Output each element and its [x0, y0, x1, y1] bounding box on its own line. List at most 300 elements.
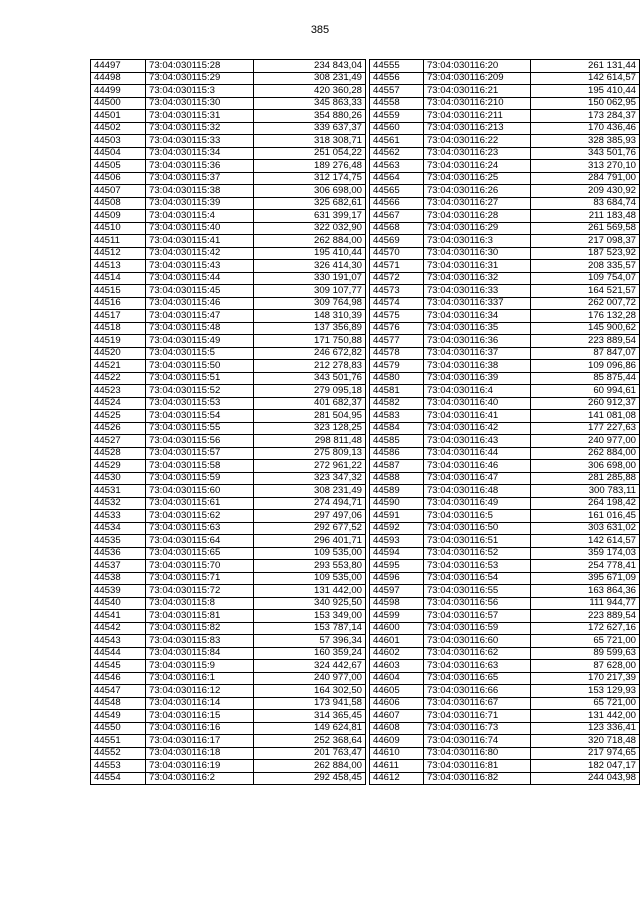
cadastral-number-cell: 73:04:030115:37 — [146, 172, 254, 185]
table-row — [370, 160, 640, 173]
cadastral-value-cell: 85 875,44 — [530, 372, 639, 385]
row-number-cell: 44564 — [370, 172, 424, 185]
table-row — [370, 522, 640, 535]
table-row — [370, 460, 640, 473]
row-number-cell: 44536 — [91, 547, 146, 560]
cadastral-value-cell: 262 884,00 — [530, 447, 639, 460]
row-number-cell: 44558 — [370, 97, 424, 110]
cadastral-value-cell: 189 276,48 — [254, 160, 366, 173]
cadastral-number-cell: 73:04:030116:210 — [423, 97, 530, 110]
row-number-cell: 44513 — [91, 260, 146, 273]
row-number-cell: 44524 — [91, 397, 146, 410]
row-number-cell: 44595 — [370, 560, 424, 573]
row-number-cell: 44545 — [91, 660, 146, 673]
table-row — [91, 585, 366, 598]
table-row — [370, 672, 640, 685]
cadastral-value-cell: 340 925,50 — [254, 597, 366, 610]
cadastral-number-cell: 73:04:030115:28 — [146, 60, 254, 73]
cadastral-value-cell: 223 889,54 — [530, 610, 639, 623]
row-number-cell: 44568 — [370, 222, 424, 235]
table-row — [370, 447, 640, 460]
row-number-cell: 44578 — [370, 347, 424, 360]
page-number: 385 — [310, 24, 330, 36]
cadastral-number-cell: 73:04:030115:82 — [146, 622, 254, 635]
row-number-cell: 44535 — [91, 535, 146, 548]
cadastral-value-cell: 261 131,44 — [530, 60, 639, 73]
row-number-cell: 44574 — [370, 297, 424, 310]
row-number-cell: 44566 — [370, 197, 424, 210]
row-number-cell: 44517 — [91, 310, 146, 323]
row-number-cell: 44507 — [91, 185, 146, 198]
cadastral-value-cell: 208 335,57 — [530, 260, 639, 273]
table-row — [370, 697, 640, 710]
cadastral-value-cell: 314 365,45 — [254, 710, 366, 723]
cadastral-value-cell: 173 284,37 — [530, 110, 639, 123]
cadastral-number-cell: 73:04:030116:59 — [423, 622, 530, 635]
row-number-cell: 44520 — [91, 347, 146, 360]
row-number-cell: 44573 — [370, 285, 424, 298]
table-row — [370, 147, 640, 160]
cadastral-value-cell: 313 270,10 — [530, 160, 639, 173]
row-number-cell: 44581 — [370, 385, 424, 398]
table-row — [370, 560, 640, 573]
row-number-cell: 44553 — [91, 760, 146, 773]
table-row — [370, 397, 640, 410]
row-number-cell: 44606 — [370, 697, 424, 710]
table-row — [91, 635, 366, 648]
table-row — [91, 85, 366, 98]
table-row — [370, 210, 640, 223]
cadastral-value-cell: 343 501,76 — [254, 372, 366, 385]
cadastral-value-cell: 209 430,92 — [530, 185, 639, 198]
table-row — [370, 722, 640, 735]
table-row — [91, 760, 366, 773]
table-row — [91, 385, 366, 398]
table-row — [91, 360, 366, 373]
cadastral-number-cell: 73:04:030115:3 — [146, 85, 254, 98]
table-row — [91, 197, 366, 210]
cadastral-number-cell: 73:04:030116:36 — [423, 335, 530, 348]
cadastral-value-cell: 153 349,00 — [254, 610, 366, 623]
table-row — [91, 497, 366, 510]
table-row — [91, 510, 366, 523]
cadastral-value-cell: 300 783,11 — [530, 485, 639, 498]
cadastral-value-cell: 309 107,77 — [254, 285, 366, 298]
table-row — [370, 347, 640, 360]
row-number-cell: 44610 — [370, 747, 424, 760]
cadastral-value-cell: 109 535,00 — [254, 547, 366, 560]
table-row — [370, 235, 640, 248]
cadastral-number-cell: 73:04:030116:27 — [423, 197, 530, 210]
row-number-cell: 44525 — [91, 410, 146, 423]
row-number-cell: 44600 — [370, 622, 424, 635]
cadastral-value-cell: 325 682,61 — [254, 197, 366, 210]
table-row — [370, 410, 640, 423]
cadastral-value-cell: 320 718,48 — [530, 735, 639, 748]
row-number-cell: 44561 — [370, 135, 424, 148]
cadastral-value-cell: 309 764,98 — [254, 297, 366, 310]
cadastral-value-cell: 161 016,45 — [530, 510, 639, 523]
table-row — [370, 535, 640, 548]
row-number-cell: 44502 — [91, 122, 146, 135]
cadastral-number-cell: 73:04:030116:57 — [423, 610, 530, 623]
row-number-cell: 44596 — [370, 572, 424, 585]
table-row — [91, 372, 366, 385]
table-row — [91, 110, 366, 123]
cadastral-number-cell: 73:04:030116:18 — [146, 747, 254, 760]
cadastral-value-cell: 109 096,86 — [530, 360, 639, 373]
cadastral-value-cell: 234 843,04 — [254, 60, 366, 73]
cadastral-number-cell: 73:04:030115:62 — [146, 510, 254, 523]
row-number-cell: 44533 — [91, 510, 146, 523]
row-number-cell: 44587 — [370, 460, 424, 473]
cadastral-value-cell: 153 129,93 — [530, 685, 639, 698]
cadastral-value-cell: 87 628,00 — [530, 660, 639, 673]
cadastral-number-cell: 73:04:030115:5 — [146, 347, 254, 360]
cadastral-value-cell: 170 436,46 — [530, 122, 639, 135]
cadastral-number-cell: 73:04:030116:28 — [423, 210, 530, 223]
cadastral-value-cell: 171 750,88 — [254, 335, 366, 348]
cadastral-value-cell: 308 231,49 — [254, 72, 366, 85]
cadastral-value-cell: 262 884,00 — [254, 235, 366, 248]
cadastral-value-cell: 142 614,57 — [530, 535, 639, 548]
cadastral-value-cell: 240 977,00 — [254, 672, 366, 685]
cadastral-value-cell: 260 912,37 — [530, 397, 639, 410]
cadastral-value-cell: 240 977,00 — [530, 435, 639, 448]
cadastral-number-cell: 73:04:030116:25 — [423, 172, 530, 185]
cadastral-value-cell: 89 599,63 — [530, 647, 639, 660]
cadastral-number-cell: 73:04:030116:46 — [423, 460, 530, 473]
row-number-cell: 44579 — [370, 360, 424, 373]
cadastral-value-cell: 284 791,00 — [530, 172, 639, 185]
cadastral-number-cell: 73:04:030115:53 — [146, 397, 254, 410]
row-number-cell: 44598 — [370, 597, 424, 610]
table-row — [91, 572, 366, 585]
cadastral-number-cell: 73:04:030115:72 — [146, 585, 254, 598]
cadastral-value-cell: 60 994,61 — [530, 385, 639, 398]
cadastral-value-cell: 420 360,28 — [254, 85, 366, 98]
cadastral-value-cell: 87 847,07 — [530, 347, 639, 360]
table-row — [370, 310, 640, 323]
cadastral-value-cell: 323 128,25 — [254, 422, 366, 435]
cadastral-number-cell: 73:04:030116:74 — [423, 735, 530, 748]
cadastral-value-cell: 318 308,71 — [254, 135, 366, 148]
row-number-cell: 44556 — [370, 72, 424, 85]
cadastral-value-cell: 308 231,49 — [254, 485, 366, 498]
cadastral-value-cell: 131 442,00 — [530, 710, 639, 723]
cadastral-number-cell: 73:04:030115:50 — [146, 360, 254, 373]
cadastral-value-cell: 182 047,17 — [530, 760, 639, 773]
cadastral-value-cell: 251 054,22 — [254, 147, 366, 160]
row-number-cell: 44499 — [91, 85, 146, 98]
cadastral-value-cell: 109 535,00 — [254, 572, 366, 585]
cadastral-value-cell: 201 763,47 — [254, 747, 366, 760]
row-number-cell: 44551 — [91, 735, 146, 748]
table-row — [370, 685, 640, 698]
cadastral-number-cell: 73:04:030116:5 — [423, 510, 530, 523]
table-row — [370, 372, 640, 385]
cadastral-number-cell: 73:04:030115:42 — [146, 247, 254, 260]
cadastral-value-cell: 275 809,13 — [254, 447, 366, 460]
cadastral-number-cell: 73:04:030116:67 — [423, 697, 530, 710]
cadastral-number-cell: 73:04:030116:39 — [423, 372, 530, 385]
table-row — [370, 260, 640, 273]
cadastral-number-cell: 73:04:030115:43 — [146, 260, 254, 273]
cadastral-number-cell: 73:04:030115:41 — [146, 235, 254, 248]
cadastral-value-cell: 123 336,41 — [530, 722, 639, 735]
table-row — [370, 272, 640, 285]
table-row — [370, 172, 640, 185]
row-number-cell: 44549 — [91, 710, 146, 723]
row-number-cell: 44532 — [91, 497, 146, 510]
cadastral-value-cell: 160 359,24 — [254, 647, 366, 660]
cadastral-number-cell: 73:04:030116:52 — [423, 547, 530, 560]
row-number-cell: 44562 — [370, 147, 424, 160]
cadastral-value-cell: 172 627,16 — [530, 622, 639, 635]
row-number-cell: 44592 — [370, 522, 424, 535]
table-row — [91, 335, 366, 348]
table-row — [91, 172, 366, 185]
cadastral-value-cell: 212 278,83 — [254, 360, 366, 373]
cadastral-value-cell: 306 698,00 — [254, 185, 366, 198]
cadastral-number-cell: 73:04:030116:32 — [423, 272, 530, 285]
row-number-cell: 44540 — [91, 597, 146, 610]
row-number-cell: 44559 — [370, 110, 424, 123]
row-number-cell: 44529 — [91, 460, 146, 473]
cadastral-value-cell: 279 095,18 — [254, 385, 366, 398]
cadastral-number-cell: 73:04:030116:2 — [146, 772, 254, 785]
cadastral-number-cell: 73:04:030116:56 — [423, 597, 530, 610]
row-number-cell: 44577 — [370, 335, 424, 348]
table-row — [91, 310, 366, 323]
cadastral-number-cell: 73:04:030115:58 — [146, 460, 254, 473]
row-number-cell: 44605 — [370, 685, 424, 698]
cadastral-number-cell: 73:04:030116:22 — [423, 135, 530, 148]
row-number-cell: 44541 — [91, 610, 146, 623]
cadastral-value-cell: 223 889,54 — [530, 335, 639, 348]
table-row — [370, 422, 640, 435]
row-number-cell: 44510 — [91, 222, 146, 235]
cadastral-value-cell: 322 032,90 — [254, 222, 366, 235]
table-row — [91, 660, 366, 673]
cadastral-value-cell: 170 217,39 — [530, 672, 639, 685]
cadastral-value-cell: 153 787,14 — [254, 622, 366, 635]
table-row — [370, 597, 640, 610]
cadastral-value-cell: 401 682,37 — [254, 397, 366, 410]
row-number-cell: 44509 — [91, 210, 146, 223]
cadastral-number-cell: 73:04:030116:53 — [423, 560, 530, 573]
table-row — [91, 685, 366, 698]
table-row — [91, 535, 366, 548]
cadastral-number-cell: 73:04:030116:29 — [423, 222, 530, 235]
row-number-cell: 44528 — [91, 447, 146, 460]
cadastral-value-cell: 246 672,82 — [254, 347, 366, 360]
row-number-cell: 44503 — [91, 135, 146, 148]
row-number-cell: 44572 — [370, 272, 424, 285]
cadastral-value-cell: 164 521,57 — [530, 285, 639, 298]
table-row — [370, 322, 640, 335]
cadastral-value-cell: 244 043,98 — [530, 772, 639, 785]
cadastral-number-cell: 73:04:030116:49 — [423, 497, 530, 510]
cadastral-number-cell: 73:04:030116:41 — [423, 410, 530, 423]
table-row — [370, 122, 640, 135]
row-number-cell: 44569 — [370, 235, 424, 248]
table-row — [370, 60, 640, 73]
cadastral-number-cell: 73:04:030115:55 — [146, 422, 254, 435]
row-number-cell: 44591 — [370, 510, 424, 523]
row-number-cell: 44527 — [91, 435, 146, 448]
cadastral-value-cell: 323 347,32 — [254, 472, 366, 485]
cadastral-value-cell: 252 368,64 — [254, 735, 366, 748]
row-number-cell: 44518 — [91, 322, 146, 335]
row-number-cell: 44603 — [370, 660, 424, 673]
table-row — [91, 422, 366, 435]
cadastral-value-cell: 306 698,00 — [530, 460, 639, 473]
row-number-cell: 44612 — [370, 772, 424, 785]
row-number-cell: 44522 — [91, 372, 146, 385]
table-row — [91, 522, 366, 535]
cadastral-number-cell: 73:04:030116:47 — [423, 472, 530, 485]
row-number-cell: 44514 — [91, 272, 146, 285]
cadastral-number-cell: 73:04:030115:81 — [146, 610, 254, 623]
cadastral-number-cell: 73:04:030115:30 — [146, 97, 254, 110]
table-row — [370, 747, 640, 760]
row-number-cell: 44500 — [91, 97, 146, 110]
cadastral-number-cell: 73:04:030115:39 — [146, 197, 254, 210]
table-row — [370, 110, 640, 123]
row-number-cell: 44552 — [91, 747, 146, 760]
cadastral-number-cell: 73:04:030116:31 — [423, 260, 530, 273]
table-row — [370, 710, 640, 723]
row-number-cell: 44542 — [91, 622, 146, 635]
cadastral-value-cell: 272 961,22 — [254, 460, 366, 473]
cadastral-value-cell: 109 754,07 — [530, 272, 639, 285]
cadastral-number-cell: 73:04:030116:44 — [423, 447, 530, 460]
table-row — [91, 160, 366, 173]
cadastral-value-cell: 326 414,30 — [254, 260, 366, 273]
table-row — [91, 710, 366, 723]
table-row — [91, 435, 366, 448]
land-value-table-left — [90, 59, 366, 785]
table-row — [370, 585, 640, 598]
table-row — [91, 410, 366, 423]
cadastral-number-cell: 73:04:030116:3 — [423, 235, 530, 248]
table-row — [91, 697, 366, 710]
cadastral-number-cell: 73:04:030116:37 — [423, 347, 530, 360]
cadastral-number-cell: 73:04:030116:17 — [146, 735, 254, 748]
cadastral-number-cell: 73:04:030116:51 — [423, 535, 530, 548]
table-row — [370, 247, 640, 260]
row-number-cell: 44537 — [91, 560, 146, 573]
table-row — [370, 297, 640, 310]
row-number-cell: 44501 — [91, 110, 146, 123]
cadastral-number-cell: 73:04:030116:14 — [146, 697, 254, 710]
table-row — [91, 285, 366, 298]
row-number-cell: 44498 — [91, 72, 146, 85]
cadastral-number-cell: 73:04:030116:213 — [423, 122, 530, 135]
cadastral-value-cell: 354 880,26 — [254, 110, 366, 123]
row-number-cell: 44608 — [370, 722, 424, 735]
cadastral-number-cell: 73:04:030115:59 — [146, 472, 254, 485]
row-number-cell: 44521 — [91, 360, 146, 373]
cadastral-number-cell: 73:04:030116:34 — [423, 310, 530, 323]
row-number-cell: 44590 — [370, 497, 424, 510]
cadastral-number-cell: 73:04:030115:32 — [146, 122, 254, 135]
cadastral-number-cell: 73:04:030116:4 — [423, 385, 530, 398]
cadastral-value-cell: 395 671,09 — [530, 572, 639, 585]
row-number-cell: 44563 — [370, 160, 424, 173]
cadastral-number-cell: 73:04:030116:42 — [423, 422, 530, 435]
row-number-cell: 44583 — [370, 410, 424, 423]
cadastral-number-cell: 73:04:030116:33 — [423, 285, 530, 298]
row-number-cell: 44504 — [91, 147, 146, 160]
row-number-cell: 44588 — [370, 472, 424, 485]
table-row — [91, 647, 366, 660]
cadastral-value-cell: 111 944,77 — [530, 597, 639, 610]
table-row — [370, 760, 640, 773]
cadastral-number-cell: 73:04:030116:26 — [423, 185, 530, 198]
row-number-cell: 44589 — [370, 485, 424, 498]
cadastral-value-cell: 264 198,42 — [530, 497, 639, 510]
table-row — [370, 660, 640, 673]
table-row — [91, 72, 366, 85]
table-row — [370, 335, 640, 348]
table-row — [91, 597, 366, 610]
cadastral-number-cell: 73:04:030116:54 — [423, 572, 530, 585]
row-number-cell: 44555 — [370, 60, 424, 73]
cadastral-number-cell: 73:04:030115:65 — [146, 547, 254, 560]
cadastral-number-cell: 73:04:030116:38 — [423, 360, 530, 373]
cadastral-number-cell: 73:04:030116:16 — [146, 722, 254, 735]
table-row — [91, 547, 366, 560]
table-row — [91, 272, 366, 285]
row-number-cell: 44575 — [370, 310, 424, 323]
table-row — [370, 647, 640, 660]
cadastral-value-cell: 328 385,93 — [530, 135, 639, 148]
table-row — [91, 297, 366, 310]
cadastral-value-cell: 330 191,07 — [254, 272, 366, 285]
row-number-cell: 44576 — [370, 322, 424, 335]
cadastral-value-cell: 298 811,48 — [254, 435, 366, 448]
row-number-cell: 44611 — [370, 760, 424, 773]
table-row — [370, 435, 640, 448]
row-number-cell: 44534 — [91, 522, 146, 535]
table-row — [91, 747, 366, 760]
cadastral-value-cell: 359 174,03 — [530, 547, 639, 560]
cadastral-number-cell: 73:04:030115:45 — [146, 285, 254, 298]
cadastral-value-cell: 177 227,63 — [530, 422, 639, 435]
cadastral-value-cell: 262 884,00 — [254, 760, 366, 773]
cadastral-number-cell: 73:04:030115:9 — [146, 660, 254, 673]
cadastral-value-cell: 217 098,37 — [530, 235, 639, 248]
cadastral-number-cell: 73:04:030116:12 — [146, 685, 254, 698]
cadastral-value-cell: 339 637,37 — [254, 122, 366, 135]
table-row — [91, 147, 366, 160]
cadastral-number-cell: 73:04:030115:4 — [146, 210, 254, 223]
row-number-cell: 44519 — [91, 335, 146, 348]
cadastral-value-cell: 142 614,57 — [530, 72, 639, 85]
row-number-cell: 44601 — [370, 635, 424, 648]
cadastral-value-cell: 296 401,71 — [254, 535, 366, 548]
row-number-cell: 44557 — [370, 85, 424, 98]
table-row — [370, 85, 640, 98]
table-row — [91, 397, 366, 410]
cadastral-number-cell: 73:04:030115:54 — [146, 410, 254, 423]
cadastral-number-cell: 73:04:030115:47 — [146, 310, 254, 323]
cadastral-value-cell: 345 863,33 — [254, 97, 366, 110]
cadastral-value-cell: 173 941,58 — [254, 697, 366, 710]
cadastral-value-cell: 312 174,75 — [254, 172, 366, 185]
